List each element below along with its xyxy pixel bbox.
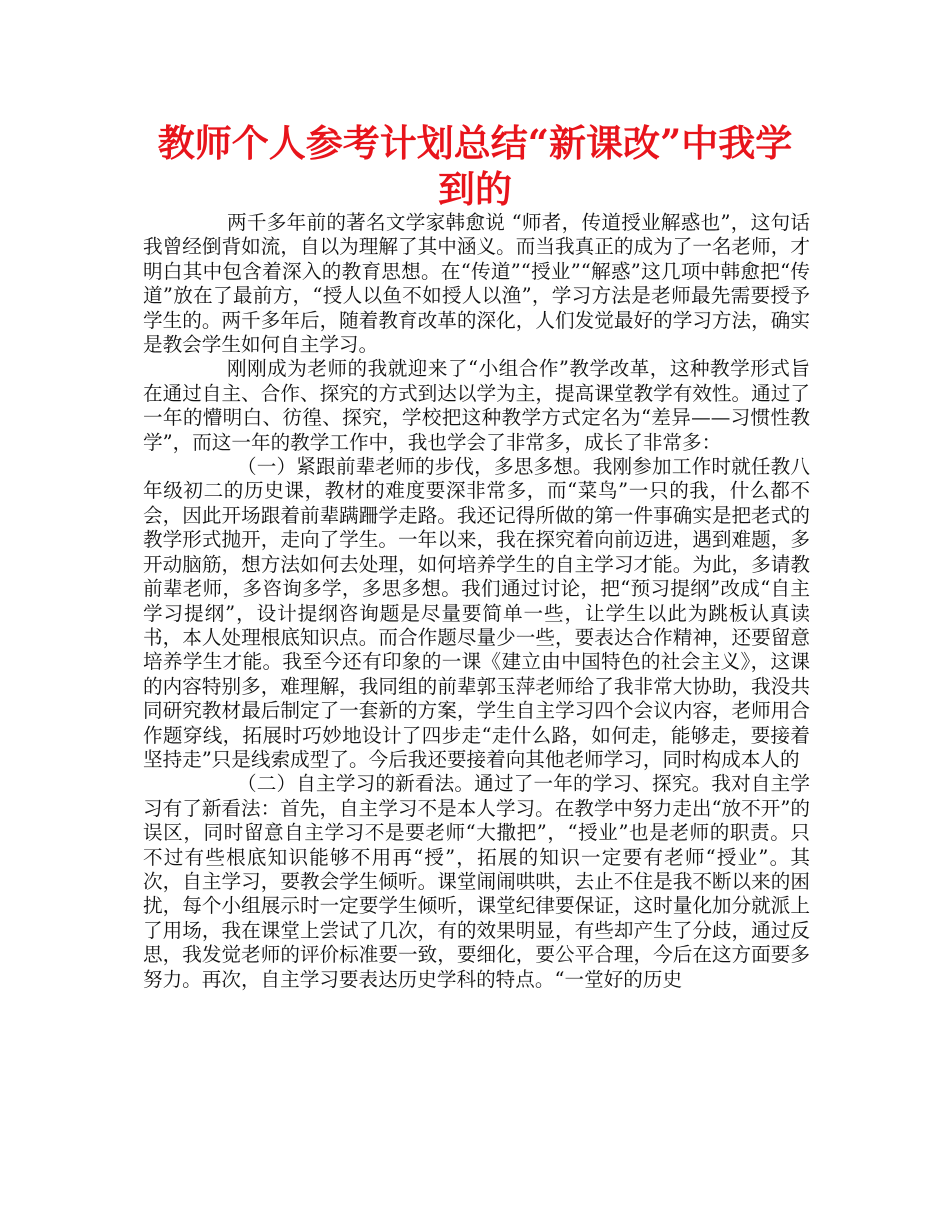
paragraph-section-two: （二）自主学习的新看法。通过了一年的学习、探究。我对自主学习有了新看法：首先，自主学习不是本人学习。在教学中努力走出“放不开”的误区，同时留意自主学习不是要老师“大撒把”，“授业”也是老师的职责。只不过有些根底知识能够不用再“授”，拓展的知识一定要有老师“授业”。其次，自主学习，要教会学生倾听。课堂闹闹哄哄，去止不住是我不断以来的困扰，每个小组展示时一定要学生倾听，课堂纪律要保证，这时量化加分就派上了用场，我在课堂上尝试了几次，有的效果明显，有些却产生了分歧，通过反思，我发觉老师的评价标准要一致，要细化，要公平合理，今后在这方面要多努力。再次，自主学习要表达历史学科的特点。“一堂好的历史	[143, 772, 810, 991]
document-title: 教师个人参考计划总结“新课改”中我学到的	[157, 121, 793, 211]
paragraph-section-one: （一）紧跟前辈老师的步伐，多思多想。我刚参加工作时就任教八年级初二的历史课，教材的难度要深非常多，而“菜鸟”一只的我，什么都不会，因此开场跟着前辈蹒跚学走路。我还记得所做的第一件事确实是把老式的教学形式抛开，走向了学生。一年以来，我在探究着向前迈进，遇到难题，多开动脑筋，想方法如何去处理，如何培养学生的自主学习才能。为此，多请教前辈老师，多咨询多学，多思多想。我们通过讨论，把“预习提纲”改成“自主学习提纲”，设计提纲咨询题是尽量要简单一些，让学生以此为跳板认真读书，本人处理根底知识点。而合作题尽量少一些，要表达合作精神，还要留意培养学生才能。我至今还有印象的一课《建立由中国特色的社会主义》，这课的内容特别多，难理解，我同组的前辈郭玉萍老师给了我非常大协助，我没共同研究教材最后制定了一套新的方案，学生自主学习四个会议内容，老师用合作题穿线，拓展时巧妙地设计了四步走“走什么路，如何走，能够走，要接着坚持走”只是线索成型了。今后我还要接着向其他老师学习，同时构成本人的	[143, 455, 810, 771]
document-body	[143, 211, 810, 992]
paragraph-intro: 两千多年前的著名文学家韩愈说 “师者，传道授业解惑也”，这句话我曾经倒背如流，自以为理解了其中涵义。而当我真正的成为了一名老师，才明白其中包含着深入的教育思想。在“传道”“授业”“解惑”这几项中韩愈把“传道”放在了最前方，“授人以鱼不如授人以渔”，学习方法是老师最先需要授予学生的。两千多年后，随着教育改革的深化，人们发觉最好的学习方法，确实是教会学生如何自主学习。	[143, 211, 810, 357]
paragraph-reform: 刚刚成为老师的我就迎来了“小组合作”教学改革，这种教学形式旨在通过自主、合作、探究的方式到达以学为主，提高课堂教学有效性。通过了一年的懵明白、彷徨、探究，学校把这种教学方式定名为“差异——习惯性教学”，而这一年的教学工作中，我也学会了非常多，成长了非常多：	[143, 357, 810, 454]
